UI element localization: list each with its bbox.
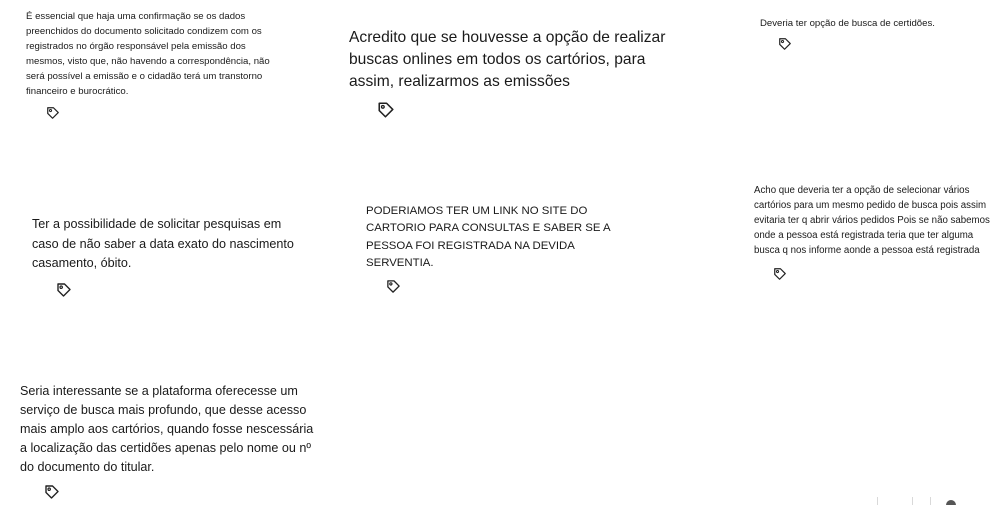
sticky-note[interactable] <box>754 184 994 281</box>
note-text: Acredito que se houvesse a opção de realizar buscas onlines em todos os cartórios, para assim, realizarmos as emissões <box>349 29 666 90</box>
tag-icon[interactable] <box>46 106 60 120</box>
sticky-note[interactable] <box>20 382 320 500</box>
note-text <box>32 215 315 274</box>
note-text-line: casamento, óbito. <box>32 256 132 270</box>
note-text: PODERIAMOS TER UM LINK NO SITE DO CARTORIO PARA CONSULTAS E SABER SE A PESSOA FOI REGISTRADA NA DEVIDA SERVENTIA. <box>366 205 610 269</box>
note-text: Deveria ter opção de busca de certidões. <box>760 18 935 29</box>
note-text: Acho que deveria ter a opção de selecionar vários cartórios para um mesmo pedido de busca pois assim evitaria ter q abrir vários pedidos Pois se não sabemos onde a pessoa está registrada teria que ter alguma busca q nos informe aonde a pessoa está registrada <box>754 185 990 256</box>
sticky-note[interactable] <box>366 203 636 294</box>
toolbar-icon[interactable] <box>946 500 956 505</box>
toolbar-divider <box>912 497 913 505</box>
tag-icon[interactable] <box>778 37 792 51</box>
note-text-line: caso de não saber a data exato do nascimento <box>32 236 294 251</box>
tag-icon[interactable] <box>44 484 60 500</box>
toolbar-divider <box>930 497 931 505</box>
sticky-note[interactable] <box>32 215 315 298</box>
note-text: É essencial que haja uma confirmação se os dados preenchidos do documento solicitado condizem com os registrados no órgão responsável pela emissão dos mesmos, visto que, não havendo a correspondência, não será possível a emissão e o cidadão terá um transtorno financeiro e burocrático. <box>26 11 270 98</box>
tag-icon[interactable] <box>377 101 395 119</box>
note-text-line: Ter a possibilidade de solicitar pesquisas em <box>32 217 282 231</box>
note-text: Seria interessante se a plataforma oferecesse um serviço de busca mais profundo, que desse acesso mais amplo aos cartórios, quando fosse nescessária a localização das certidões apenas pelo nome ou nº do documento do titular. <box>20 384 314 474</box>
tag-icon[interactable] <box>56 282 72 298</box>
tag-icon[interactable] <box>386 279 401 294</box>
sticky-note[interactable] <box>760 18 990 51</box>
sticky-note[interactable] <box>349 27 679 119</box>
tag-icon[interactable] <box>773 267 787 281</box>
sticky-note[interactable] <box>26 9 276 120</box>
toolbar-divider <box>877 497 878 505</box>
